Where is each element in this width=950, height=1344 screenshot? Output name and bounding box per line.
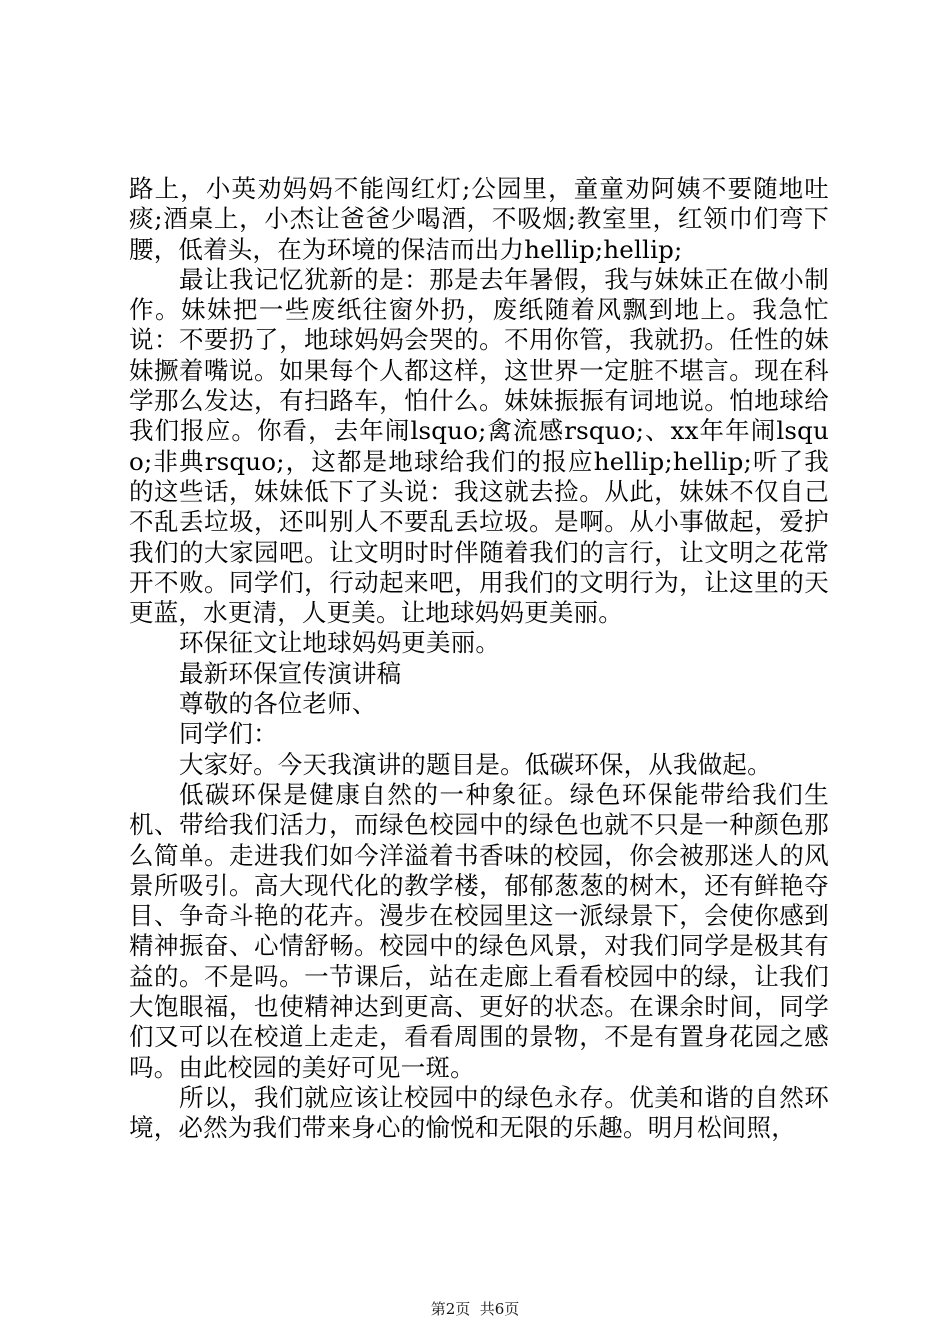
- paragraph: 最新环保宣传演讲稿: [179, 658, 402, 688]
- paragraph: 路上，小英劝妈妈不能闯红灯;公园里，童童劝阿姨不要随地吐痰;酒桌上，小杰让爸爸少喝酒，不吸烟;教室里，红领巾们弯下腰，低着头，在为环境的保洁而出力hellip;hellip;: [129, 174, 829, 264]
- paragraph: 环保征文让地球妈妈更美丽。: [179, 628, 501, 658]
- paragraph: 尊敬的各位老师、: [179, 689, 377, 719]
- paragraph: 同学们：: [179, 719, 278, 749]
- paragraph: 低碳环保是健康自然的一种象征。绿色环保能带给我们生机、带给我们活力，而绿色校园中的绿色也就不只是一种颜色那么简单。走进我们如今洋溢着书香味的校园，你会被那迷人的风景所吸引。高大现代化的教学楼，郁郁葱葱的树木，还有鲜艳夺目、争奇斗艳的花卉。漫步在校园里这一派绿景下，会使你感到精神振奋、心情舒畅。校园中的绿色风景，对我们同学是极其有益的。不是吗。一节课后，站在走廊上看看校园中的绿，让我们大饱眼福，也使精神达到更高、更好的状态。在课余时间，同学们又可以在校道上走走，看看周围的景物，不是有置身花园之感吗。由此校园的美好可见一斑。: [129, 779, 829, 1082]
- paragraph: 所以，我们就应该让校园中的绿色永存。优美和谐的自然环境，必然为我们带来身心的愉悦和无限的乐趣。明月松间照，: [129, 1082, 829, 1143]
- page-number-footer: 第2页 共6页: [430, 1300, 520, 1318]
- paragraph: 最让我记忆犹新的是：那是去年暑假，我与妹妹正在做小制作。妹妹把一些废纸往窗外扔，废纸随着风飘到地上。我急忙说：不要扔了，地球妈妈会哭的。不用你管，我就扔。任性的妹妹撅着嘴说。如果每个人都这样，这世界一定脏不堪言。现在科学那么发达，有扫路车，怕什么。妹妹振振有词地说。怕地球给我们报应。你看，去年闹lsquo;禽流感rsquo;、xx年年闹lsquo;非典rsquo;，这都是地球给我们的报应hellip;hellip;听了我的这些话，妹妹低下了头说：我这就去捡。从此，妹妹不仅自己不乱丢垃圾，还叫别人不要乱丢垃圾。是啊。从小事做起，爱护我们的大家园吧。让文明时时伴随着我们的言行，让文明之花常开不败。同学们，行动起来吧，用我们的文明行为，让这里的天更蓝，水更清，人更美。让地球妈妈更美丽。: [129, 264, 829, 628]
- document-body: [129, 174, 829, 1144]
- paragraph: 大家好。今天我演讲的题目是。低碳环保，从我做起。: [179, 749, 772, 779]
